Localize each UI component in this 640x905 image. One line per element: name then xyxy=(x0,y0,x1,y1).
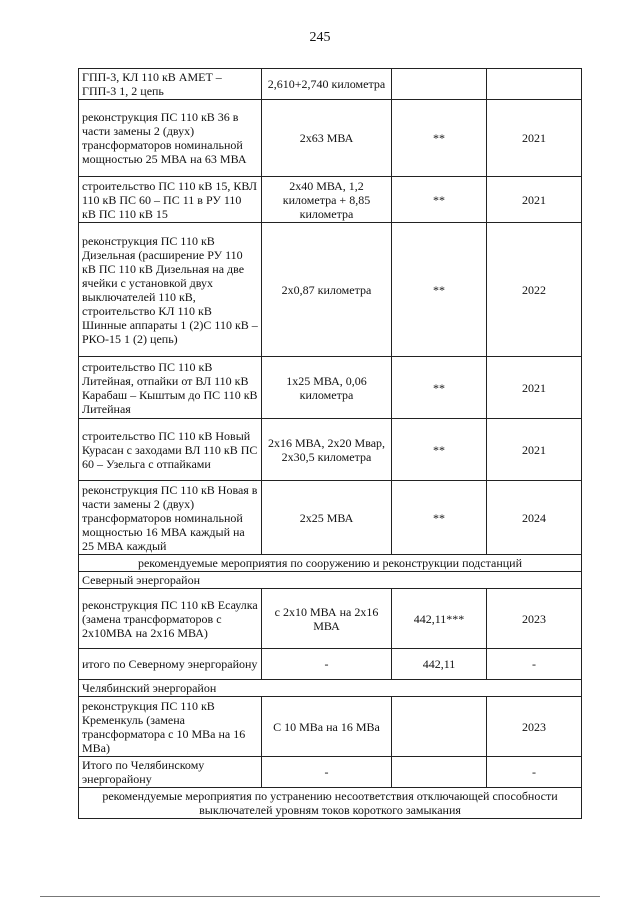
year-cell: 2021 xyxy=(487,357,582,419)
measure-cell: ГПП-3, КЛ 110 кВ АМЕТ – ГПП-3 1, 2 цепь xyxy=(79,69,262,100)
table-row xyxy=(79,177,582,223)
table-row xyxy=(79,223,582,357)
capacity-cell: С 10 МВа на 16 МВа xyxy=(262,697,392,757)
measure-cell: строительство ПС 110 кВ Литейная, отпайки от ВЛ 110 кВ Карабаш – Кыштым до ПС 110 кВ Литейная xyxy=(79,357,262,419)
region-heading-row xyxy=(79,572,582,589)
cost-cell: ** xyxy=(392,223,487,357)
measure-cell: реконструкция ПС 110 кВ Новая в части замены 2 (двух) трансформаторов номинальной мощностью 16 МВА каждый на 25 МВА каждый xyxy=(79,481,262,555)
measure-cell: реконструкция ПС 110 кВ Есаулка (замена трансформаторов с 2х10МВА на 2х16 МВА) xyxy=(79,589,262,649)
measures-table xyxy=(78,68,582,819)
year-cell: 2021 xyxy=(487,100,582,177)
page-bottom-rule xyxy=(40,896,600,897)
section-heading-row xyxy=(79,788,582,819)
section-heading-row xyxy=(79,555,582,572)
measure-cell: реконструкция ПС 110 кВ 36 в части замены 2 (двух) трансформаторов номинальной мощностью 25 МВА на 63 МВА xyxy=(79,100,262,177)
cost-cell: 442,11*** xyxy=(392,589,487,649)
year-cell: - xyxy=(487,757,582,788)
table-row xyxy=(79,589,582,649)
capacity-cell: 2х63 МВА xyxy=(262,100,392,177)
capacity-cell: 2х25 МВА xyxy=(262,481,392,555)
section-heading: рекомендуемые мероприятия по сооружению и реконструкции подстанций xyxy=(79,555,582,572)
capacity-cell: 2х40 МВА, 1,2 километра + 8,85 километра xyxy=(262,177,392,223)
year-cell: 2023 xyxy=(487,589,582,649)
capacity-cell: - xyxy=(262,649,392,680)
year-cell: - xyxy=(487,649,582,680)
cost-cell: ** xyxy=(392,419,487,481)
cost-cell: 442,11 xyxy=(392,649,487,680)
cost-cell xyxy=(392,757,487,788)
table-row xyxy=(79,100,582,177)
total-label-cell: Итого по Челябинскому энергорайону xyxy=(79,757,262,788)
cost-cell xyxy=(392,697,487,757)
cost-cell xyxy=(392,69,487,100)
page-number: 245 xyxy=(309,30,331,45)
capacity-cell: 2,610+2,740 километра xyxy=(262,69,392,100)
year-cell xyxy=(487,69,582,100)
cost-cell: ** xyxy=(392,357,487,419)
capacity-cell: 1х25 МВА, 0,06 километра xyxy=(262,357,392,419)
cost-cell: ** xyxy=(392,100,487,177)
table-row xyxy=(79,697,582,757)
year-cell: 2021 xyxy=(487,419,582,481)
total-label-cell: итого по Северному энергорайону xyxy=(79,649,262,680)
year-cell: 2022 xyxy=(487,223,582,357)
region-heading-row xyxy=(79,680,582,697)
capacity-cell: с 2х10 МВА на 2х16 МВА xyxy=(262,589,392,649)
year-cell: 2021 xyxy=(487,177,582,223)
year-cell: 2023 xyxy=(487,697,582,757)
cost-cell: ** xyxy=(392,177,487,223)
capacity-cell: 2х0,87 километра xyxy=(262,223,392,357)
measure-cell: строительство ПС 110 кВ Новый Курасан с заходами ВЛ 110 кВ ПС 60 – Узельга с отпайками xyxy=(79,419,262,481)
measure-cell: реконструкция ПС 110 кВ Дизельная (расширение РУ 110 кВ ПС 110 кВ Дизельная на две ячейки с установкой двух выключателей 110 кВ, строительство КЛ 110 кВ Шинные аппараты 1 (2)С 110 кВ – РКО-15 1 (2) цепь) xyxy=(79,223,262,357)
table-row xyxy=(79,69,582,100)
measure-cell: реконструкция ПС 110 кВ Кременкуль (замена трансформатора с 10 МВа на 16 МВа) xyxy=(79,697,262,757)
section-heading: рекомендуемые мероприятия по устранению несоответствия отключающей способности выключателей уровням токов короткого замыкания xyxy=(79,788,582,819)
capacity-cell: - xyxy=(262,757,392,788)
table-row xyxy=(79,357,582,419)
total-row xyxy=(79,757,582,788)
table-row xyxy=(79,419,582,481)
table-row xyxy=(79,481,582,555)
cost-cell: ** xyxy=(392,481,487,555)
total-row xyxy=(79,649,582,680)
year-cell: 2024 xyxy=(487,481,582,555)
region-heading-chelyabinsk: Челябинский энергорайон xyxy=(79,680,582,697)
capacity-cell: 2х16 МВА, 2х20 Мвар, 2х30,5 километра xyxy=(262,419,392,481)
measure-cell: строительство ПС 110 кВ 15, КВЛ 110 кВ ПС 60 – ПС 11 в РУ 110 кВ ПС 110 кВ 15 xyxy=(79,177,262,223)
region-heading-north: Северный энергорайон xyxy=(79,572,582,589)
